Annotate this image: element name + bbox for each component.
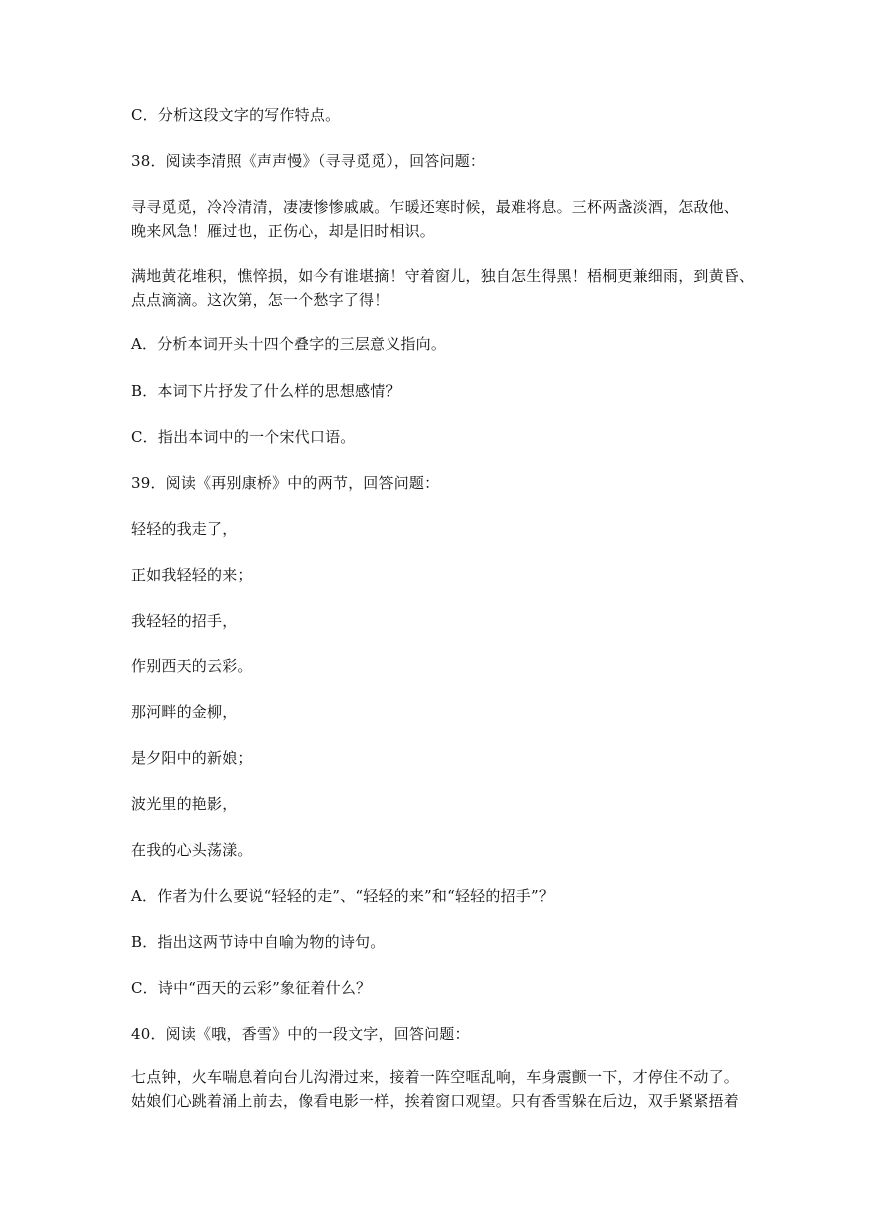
poem-line: 轻轻的我走了， (131, 520, 238, 538)
passage-xiangxue (131, 1065, 751, 1113)
text-line: 姑娘们心跳着涌上前去，像看电影一样，挨着窗口观望。只有香雪躲在后边，双手紧紧捂着 (131, 1092, 740, 1110)
text-line: 寻寻觅觅，冷冷清清，凄凄惨惨戚戚。乍暖还寒时候，最难将息。三杯两盏淡酒，怎敌他、 (131, 198, 740, 216)
poem-line: 作别西天的云彩。 (131, 657, 253, 675)
question-39-heading: 39．阅读《再别康桥》中的两节，回答问题： (131, 474, 440, 492)
question-40-heading: 40．阅读《哦，香雪》中的一段文字，回答问题： (131, 1025, 470, 1043)
poem-line: 正如我轻轻的来； (131, 566, 253, 584)
poem-line: 是夕阳中的新娘； (131, 749, 253, 767)
question-39c: C．诗中“西天的云彩”象征着什么？ (131, 979, 372, 997)
text-line: 七点钟，火车喘息着向台儿沟滑过来，接着一阵空哐乱响，车身震颤一下，才停住不动了。 (131, 1068, 740, 1086)
question-38-heading: 38．阅读李清照《声声慢》（寻寻觅觅），回答问题： (131, 152, 486, 170)
question-37c: C．分析这段文字的写作特点。 (131, 106, 341, 124)
poem-shengshengman-stanza-2 (131, 264, 755, 312)
text-line: 点点滴滴。这次第，怎一个愁字了得！ (131, 291, 390, 309)
question-38b: B．本词下片抒发了什么样的思想感情？ (131, 382, 401, 400)
question-39a: A．作者为什么要说“轻轻的走”、“轻轻的来”和“轻轻的招手”？ (131, 887, 555, 905)
question-38a: A．分析本词开头十四个叠字的三层意义指向。 (131, 335, 447, 353)
poem-line: 波光里的艳影， (131, 795, 238, 813)
text-line: 满地黄花堆积，憔悴损，如今有谁堪摘！守着窗儿，独自怎生得黑！梧桐更兼细雨，到黄昏、 (131, 267, 755, 285)
question-38c: C．指出本词中的一个宋代口语。 (131, 428, 356, 446)
poem-shengshengman-stanza-1 (131, 195, 751, 243)
question-39b: B．指出这两节诗中自喻为物的诗句。 (131, 933, 386, 951)
poem-line: 那河畔的金柳， (131, 703, 238, 721)
poem-line: 在我的心头荡漾。 (131, 841, 253, 859)
text-line: 晚来风急！雁过也，正伤心，却是旧时相识。 (131, 222, 436, 240)
poem-line: 我轻轻的招手， (131, 612, 238, 630)
